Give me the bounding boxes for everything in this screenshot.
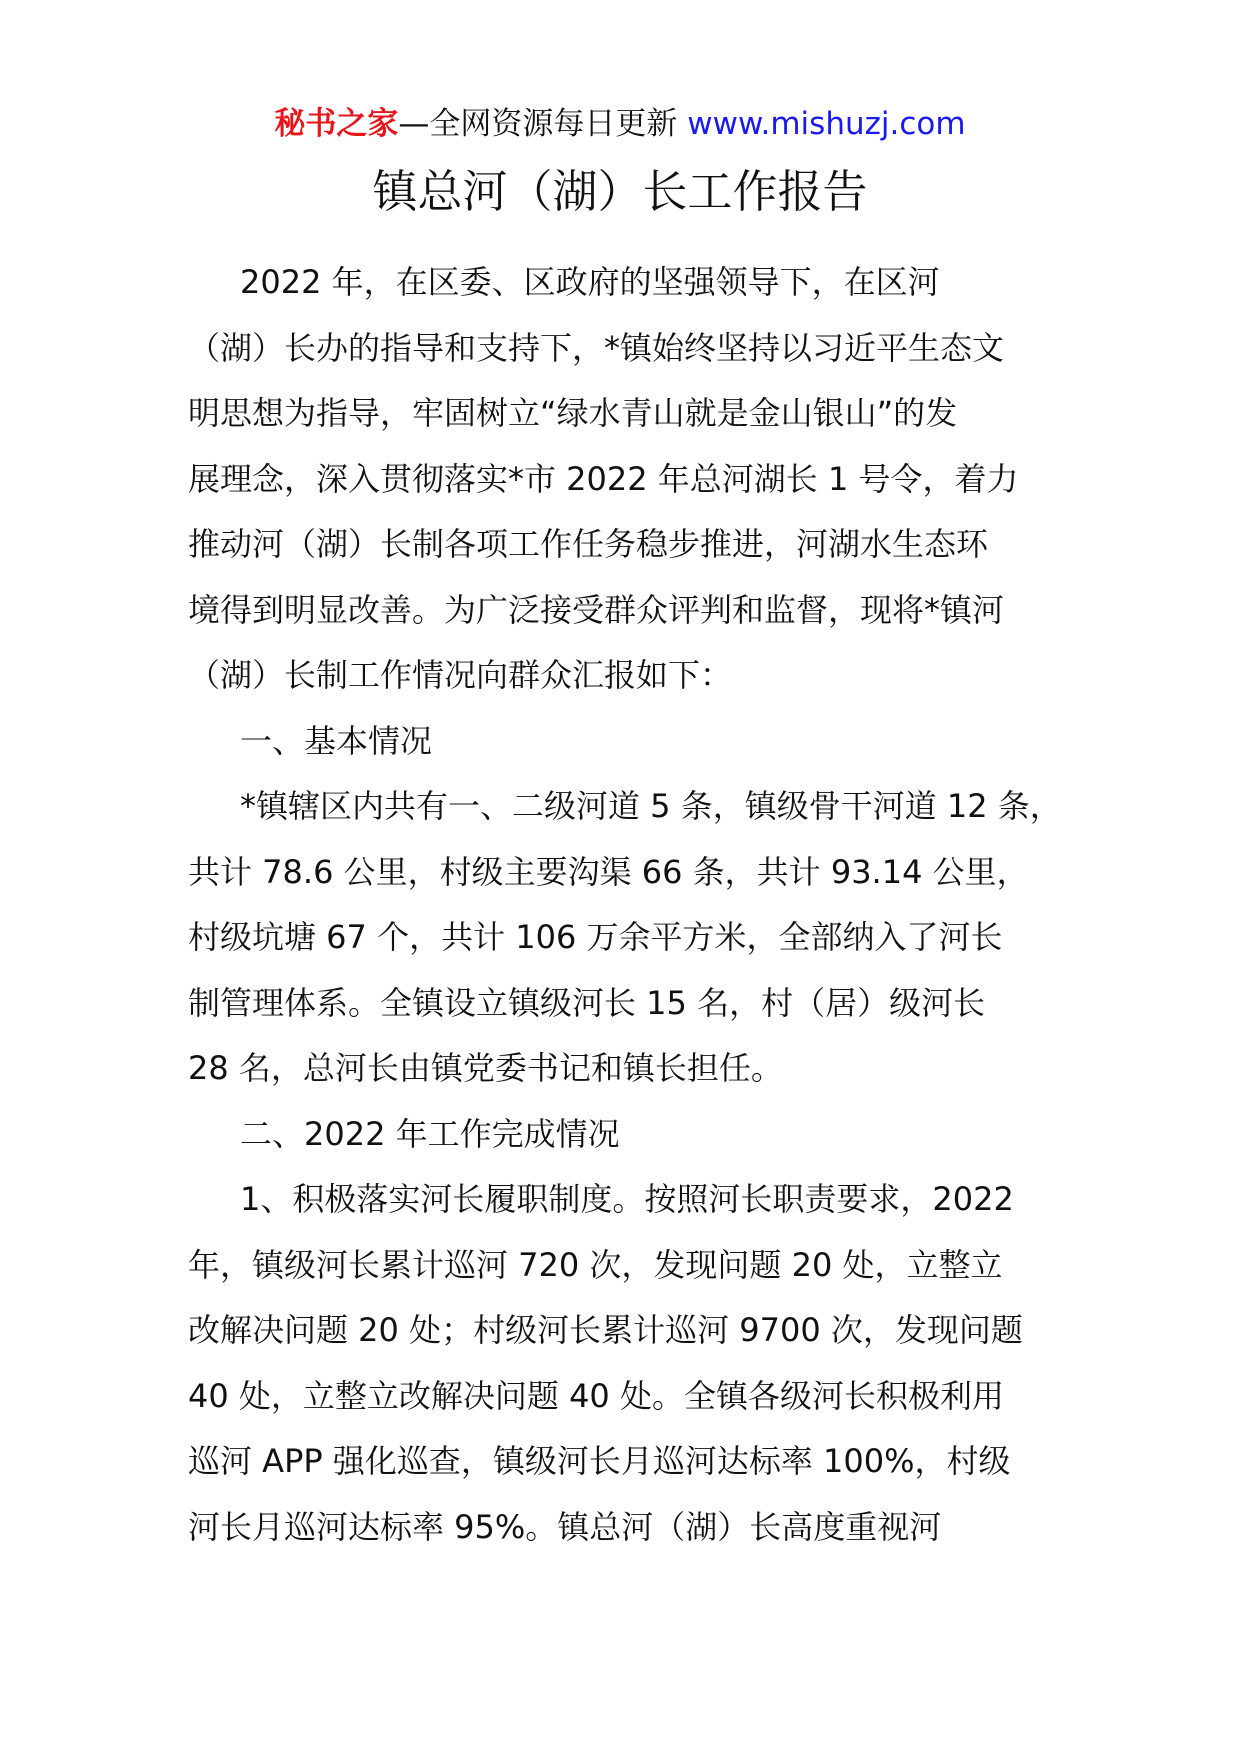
paragraph-2-line-2: 共计 78.6 公里，村级主要沟渠 66 条，共计 93.14 公里， [188,852,1029,891]
paragraph-2-line-5: 28 名，总河长由镇党委书记和镇长担任。 [188,1049,783,1087]
paragraph-2-line-4: 制管理体系。全镇设立镇级河长 15 名，村（居）级河长 [188,983,986,1022]
paragraph-3-line-3: 改解决问题 20 处；村级河长累计巡河 9700 次，发现问题 [188,1311,1023,1349]
paragraph-3-line-1: 1、积极落实河长履职制度。按照河长职责要求，2022 [240,1180,1014,1218]
paragraph-3-line-2: 年，镇级河长累计巡河 720 次，发现问题 20 处，立整立 [188,1245,1003,1284]
paragraph-1-line-6: 境得到明显改善。为广泛接受群众评判和监督，现将*镇河 [188,590,1005,629]
paragraph-2-line-3: 村级坑塘 67 个，共计 106 万余平方米，全部纳入了河长 [188,918,1003,956]
paragraph-3-line-5: 巡河 APP 强化巡查，镇级河长月巡河达标率 100%，村级 [188,1442,1011,1480]
paragraph-1-line-5: 推动河（湖）长制各项工作任务稳步推进，河湖水生态环 [188,525,989,563]
site-url-link[interactable]: www.mishuzj.com [687,106,966,142]
paragraph-1-line-4: 展理念，深入贯彻落实*市 2022 年总河湖长 1 号令，着力 [188,459,1019,498]
section-heading-2022: 二、2022 年工作完成情况 [240,1114,620,1153]
paragraph-3-line-6: 河长月巡河达标率 95%。镇总河（湖）长高度重视河 [188,1507,942,1546]
site-header [0,104,1240,144]
paragraph-1-line-3: 明思想为指导，牢固树立“绿水青山就是金山银山”的发 [188,394,958,432]
section-heading-basic: 一、基本情况 [240,721,433,760]
document-body [188,260,1078,1570]
brand-name: 秘书之家 [274,106,399,142]
paragraph-3-line-4: 40 处，立整立改解决问题 40 处。全镇各级河长积极利用 [188,1376,1004,1415]
paragraph-1-line-7: （湖）长制工作情况向群众汇报如下： [188,656,733,694]
document-title: 镇总河（湖）长工作报告 [372,165,868,218]
paragraph-1-line-1: 2022 年，在区委、区政府的坚强领导下，在区河 [240,263,940,301]
paragraph-1-line-2: （湖）长办的指导和支持下，*镇始终坚持以习近平生态文 [188,328,1005,367]
paragraph-2-line-1: *镇辖区内共有一、二级河道 5 条，镇级骨干河道 12 条， [240,787,1062,825]
header-tagline: —全网资源每日更新 [398,106,688,142]
